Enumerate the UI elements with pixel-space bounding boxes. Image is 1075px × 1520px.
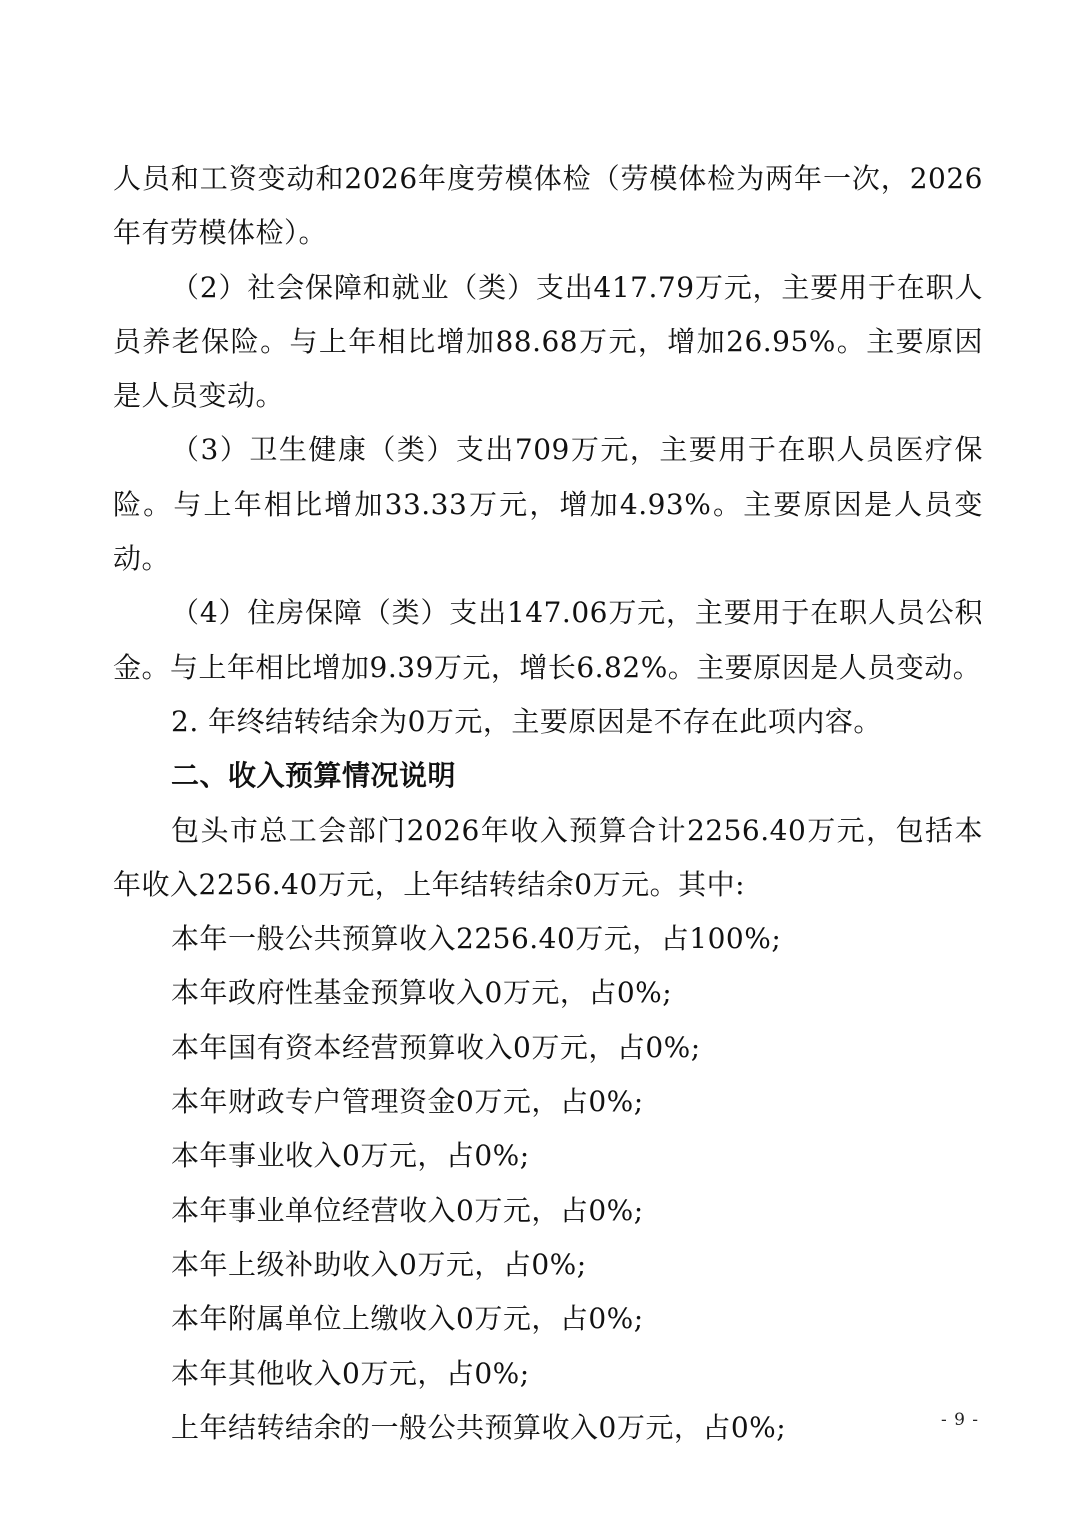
list-item-operating-income: 本年事业单位经营收入0万元，占0%; bbox=[171, 1193, 644, 1227]
list-item-other-income: 本年其他收入0万元，占0%; bbox=[171, 1356, 530, 1390]
paragraph-social-security: （2）社会保障和就业（类）支出417.79万元，主要用于在职人员养老保险。与上年相比增加88.68万元，增加26.95%。主要原因是人员变动。 bbox=[113, 270, 983, 413]
list-item-government-fund: 本年政府性基金预算收入0万元，占0%; bbox=[171, 976, 673, 1010]
document-body bbox=[113, 152, 983, 1455]
list-item-general-public-budget: 本年一般公共预算收入2256.40万元，占100%; bbox=[171, 922, 782, 956]
section-heading-income-budget: 二、收入预算情况说明 bbox=[171, 759, 457, 793]
list-item-state-capital: 本年国有资本经营预算收入0万元，占0%; bbox=[171, 1030, 701, 1064]
list-item-special-account: 本年财政专户管理资金0万元，占0%; bbox=[171, 1085, 644, 1119]
paragraph-health: （3）卫生健康（类）支出709万元，主要用于在职人员医疗保险。与上年相比增加33.33万元，增加4.93%。主要原因是人员变动。 bbox=[113, 433, 983, 576]
list-item-superior-subsidy: 本年上级补助收入0万元，占0%; bbox=[171, 1247, 587, 1281]
list-item-business-income: 本年事业收入0万元，占0%; bbox=[171, 1139, 530, 1173]
list-item-affiliated-unit: 本年附属单位上缴收入0万元，占0%; bbox=[171, 1302, 644, 1336]
paragraph-income-summary: 包头市总工会部门2026年收入预算合计2256.40万元，包括本年收入2256.40万元，上年结转结余0万元。其中: bbox=[113, 813, 983, 901]
list-item-carryover: 上年结转结余的一般公共预算收入0万元，占0%; bbox=[171, 1410, 787, 1444]
paragraph-housing: （4）住房保障（类）支出147.06万元，主要用于在职人员公积金。与上年相比增加9.39万元，增长6.82%。主要原因是人员变动。 bbox=[113, 596, 983, 684]
page-number: - 9 - bbox=[940, 1410, 980, 1430]
paragraph-continuation: 人员和工资变动和2026年度劳模体检（劳模体检为两年一次，2026年有劳模体检）。 bbox=[113, 162, 983, 250]
paragraph-year-end-balance: 2. 年终结转结余为0万元，主要原因是不存在此项内容。 bbox=[171, 704, 882, 738]
